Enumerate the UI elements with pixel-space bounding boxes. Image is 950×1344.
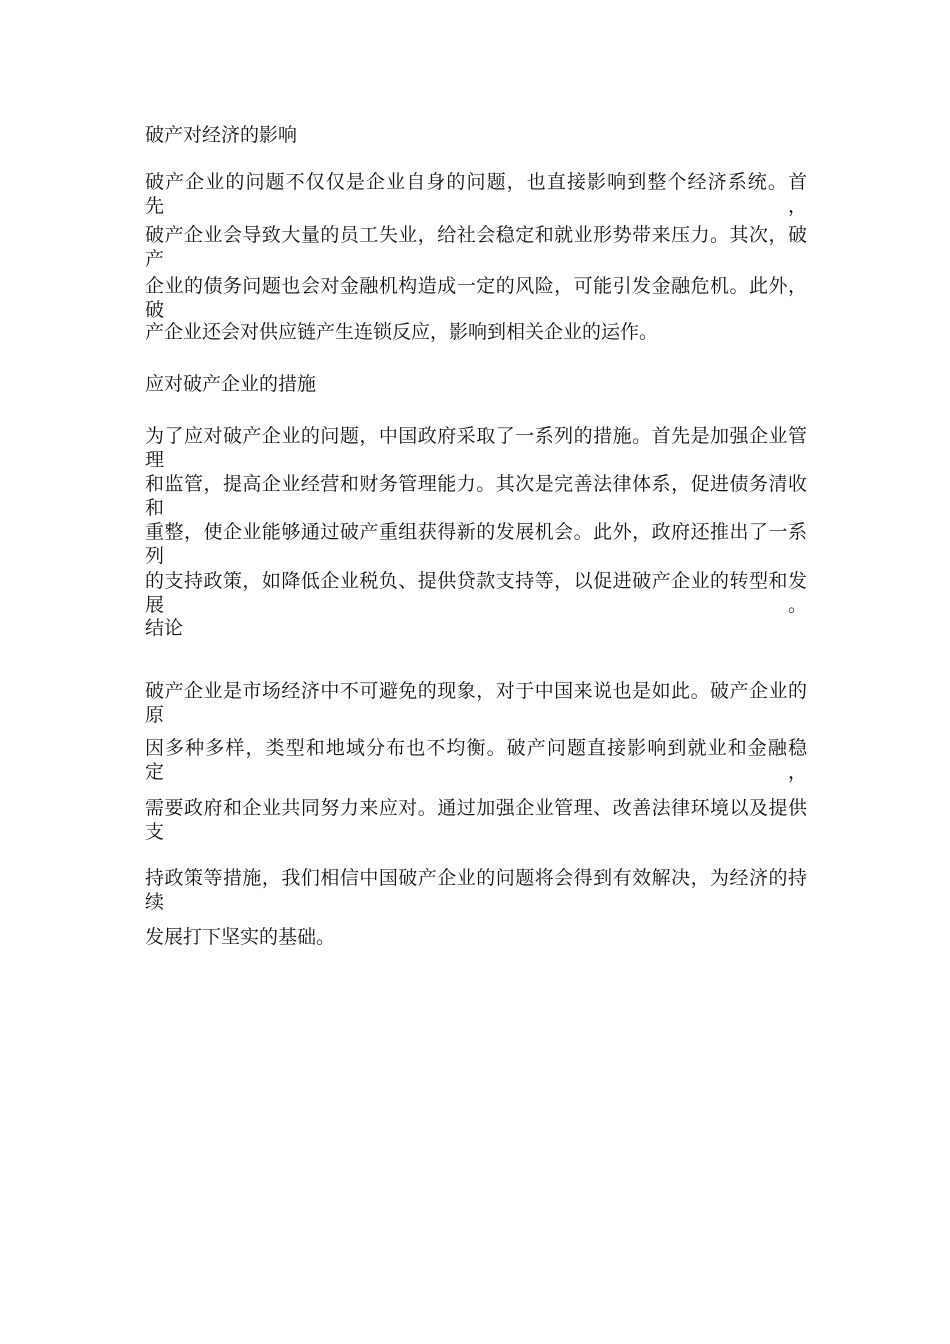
paragraph-line: 产企业还会对供应链产生连锁反应，影响到相关企业的运作。: [145, 321, 659, 343]
paragraph-line: 因多种多样，类型和地域分布也不均衡。破产问题直接影响到就业和金融稳定，: [145, 737, 807, 783]
paragraph-line: 的支持政策，如降低企业税负、提供贷款支持等，以促进破产企业的转型和发展。: [145, 570, 807, 616]
section-heading: 破产对经济的影响: [145, 124, 298, 146]
paragraph-line: 破产企业会导致大量的员工失业，给社会稳定和就业形势带来压力。其次，破产: [145, 224, 807, 270]
paragraph-line: 企业的债务问题也会对金融机构造成一定的风险，可能引发金融危机。此外，破: [145, 275, 807, 321]
paragraph-line: 重整，使企业能够通过破产重组获得新的发展机会。此外，政府还推出了一系列: [145, 521, 807, 567]
section-heading: 应对破产企业的措施: [145, 373, 317, 395]
paragraph-line: 和监管，提高企业经营和财务管理能力。其次是完善法律体系，促进债务清收和: [145, 473, 807, 519]
section-heading: 结论: [145, 617, 184, 639]
paragraph-line: 破产企业的问题不仅仅是企业自身的问题，也直接影响到整个经济系统。首先，: [145, 171, 807, 217]
paragraph-line: 破产企业是市场经济中不可避免的现象，对于中国来说也是如此。破产企业的原: [145, 680, 807, 726]
paragraph-line: 持政策等措施，我们相信中国破产企业的问题将会得到有效解决，为经济的持续: [145, 867, 807, 913]
paragraph-line: 需要政府和企业共同努力来应对。通过加强企业管理、改善法律环境以及提供支: [145, 797, 807, 843]
paragraph-line: 发展打下坚实的基础。: [145, 926, 336, 948]
paragraph-line: 为了应对破产企业的问题，中国政府采取了一系列的措施。首先是加强企业管理: [145, 425, 807, 471]
